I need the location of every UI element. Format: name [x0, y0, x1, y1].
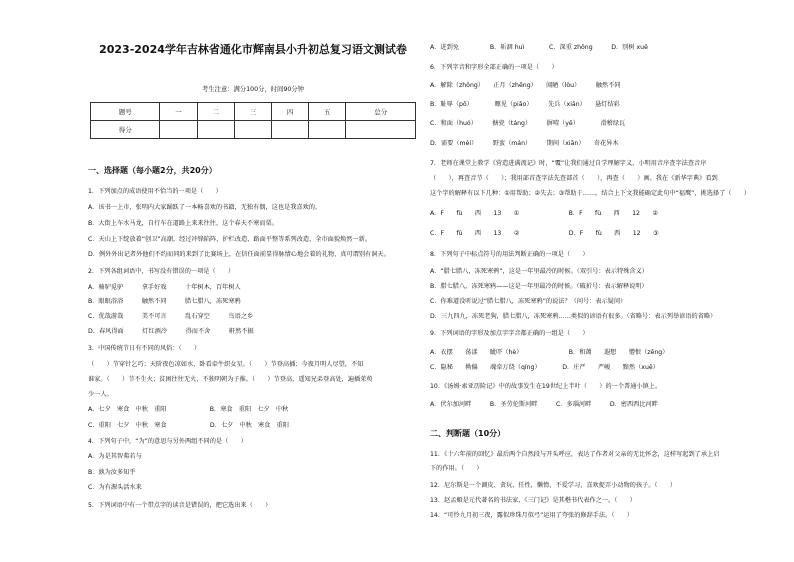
question-line: B．耻辱（pō） 瞟见（piǎo） 先兵（xiān） 悬灯结彩 [430, 101, 620, 108]
question-line: A．“腊七腊八，冻死寒鸦”，这是一年里最冷的时候。（双引号：表示特殊含义） [430, 268, 648, 275]
question-line: C．优哉游哉 美不可言 乱石穿空 鸟语之乡 [88, 313, 254, 320]
question-line: 9．下列词语的字形及加点字字音都正确的一组是（ ） [430, 330, 589, 337]
question-line: C．隐秘 拗偏 魂牵万绕（qíng） D．庄严 严峻 黯然（xuē） [430, 364, 659, 371]
section-heading: 一、选择题（每小题2分，共20分） [88, 166, 217, 175]
question-line: C．重阳 七夕 中秋 寒食 D．七夕 中秋 寒食 重阳 [88, 422, 289, 429]
score-cell: 三 [234, 103, 271, 121]
question-line: 少一人。 [88, 391, 113, 398]
question-line: 13．赵孟頫是元代著名的书法家，《三门记》是其楷书代表作之一。（ ） [430, 497, 636, 504]
question-line: 11．《十六年前的回忆》最后两个自然段与开头呼应，表达了作者对父亲的无比怀念，这样写起到了承上启 [430, 451, 720, 458]
score-table-score-row [91, 121, 416, 139]
score-cell: 一 [160, 103, 197, 121]
score-table [90, 102, 416, 139]
section-heading: 二、判断题（10分） [430, 429, 506, 438]
question-line: A．七夕 寒食 中秋 重阳 B．寒食 重阳 七夕 中秋 [88, 406, 289, 413]
score-input-cell[interactable] [160, 121, 197, 139]
question-line: C．F fù 西 13 ② D．F fù 西 12 ③ [430, 230, 659, 237]
question-line: 7．老师在课堂上教学《营造进满流记》时，“覆”让我们通过自学理解字义，小明用音序查字法查音序 [430, 160, 707, 167]
page-title: 2023-2024学年吉林省通化市辉南县小升初总复习语文测试卷 [99, 43, 407, 56]
question-line: 10．《汤姆·索亚历险记》中的故事发生在19世纪上半叶（ ）的一个普通小镇上。 [430, 383, 662, 390]
question-line: D．需要（méi） 野蛮（mán） 期间（xiān） 奇花异木 [430, 140, 619, 147]
score-input-cell[interactable] [272, 121, 309, 139]
question-line: C．天山上下绽放着“创卫”高潮，经过冲锋陷阵、护栏改造、路面平整等系列改造，全市面貌焕然一新。 [88, 236, 371, 243]
question-line: 5．下列词语中有一个带点字的读音是错误的，把它选出来（ ） [88, 502, 272, 509]
question-line: （ ），再查音节（ ）；我用部首查字法先查部首（ ），再查（ ）画。我在《新华字典》看到 [430, 175, 718, 182]
question-line: 1．下列加点的成语使用不恰当的一项是（ ） [88, 188, 222, 195]
question-line: 8．下列句子中标点符号的用法判断正确的一项是（ ） [430, 251, 589, 258]
question-line: 2．下列各组词语中，书写没有错误的一项是（ ） [88, 268, 235, 275]
score-cell: 四 [272, 103, 309, 121]
question-line: B．腊七腊八，冻死寒鸦——这是一年里最冷的时候。（破折号：表示解释说明） [430, 283, 648, 290]
question-line: 这个字的解释有以下几种：①用帮助；②失去；③帮助于……。结合上下文我能确定此句中“福鹰”，挑选择了（ ） [430, 190, 751, 197]
question-line: 6．下列字音和字形全部正确的一项是（ ） [430, 64, 558, 71]
question-line: A．伏尔加河畔 B．圣劳伦斯河畔 C．多瑙河畔 D．密西西比河畔 [430, 401, 658, 408]
question-line: 谁家。（ ）节不生火；贫困往往无火，不独明朝为子推。（ ）节登高，遥知兄弟登高处，遍插茱萸 [88, 376, 373, 383]
question-line: A．骑驴觅驴 拿手好戏 十年树木，百年树人 [88, 284, 241, 291]
question-line: 3．中国传统节日有不同的风俗：（ ） [88, 345, 201, 352]
score-input-cell[interactable] [197, 121, 234, 139]
question-line: B．眼眼浴浴 触然不同 腊七腊八，冻死寒鸦 [88, 298, 241, 305]
question-line: A．该书一上市，张明内大家踊跃了一本畅喜欢的书籍，无独有偶，这也是我喜欢的。 [88, 204, 322, 211]
question-line: C．为有源头活水来 [88, 484, 142, 491]
question-line: A．为是其智弗若与 [88, 453, 142, 460]
score-input-cell[interactable] [309, 121, 346, 139]
question-line: （ ）节穿针乞巧；天阶夜色凉如水，卧看牵牛织女星。（ ）节登高插；今夜月明人尽望，不知 [88, 361, 364, 368]
score-cell: 总分 [346, 103, 416, 121]
score-input-cell[interactable] [234, 121, 271, 139]
score-input-cell[interactable] [346, 121, 416, 139]
question-line: 12．尼尔斯是一个调皮、贪玩、任性，懒惰，不爱学习，喜欢捉弄小动物的孩子。（ ） [430, 482, 677, 489]
question-line: B．孰为汝多知乎 [88, 469, 136, 476]
question-line: D．三九四九，冻死老狗，腊七腊八，冻死寒鸦……类似的谚语有很多。（省略号：表示列举谚语的省略） [430, 313, 717, 320]
question-line: D．例外外出记者外他们不约而同的来到了比赛场上，在信任面前显得脉情心地会着的礼物，真可谓别有洞天。 [88, 251, 390, 258]
question-line: A．衣摆 荡漾 眦吓（hè） B．和蔼 遐想 憎恨（zēng） [430, 349, 669, 356]
score-cell: 得分 [91, 121, 160, 139]
question-line: C．你难道没听说过“腊七腊八，冻死寒鸦”的说法？（问号：表示疑问） [430, 298, 627, 305]
question-line: A．F fù 西 13 ① B．F fù 西 12 ② [430, 210, 658, 217]
question-line: A．迸到免 B．斩涸 huì C．深重 zhōng D．别树 xuě [430, 44, 648, 51]
question-line: 4．下列句子中，“为”的意思与另外两组不同的是（ ） [88, 438, 247, 445]
score-table-header-row [91, 103, 416, 121]
score-cell: 二 [197, 103, 234, 121]
score-cell: 五 [309, 103, 346, 121]
question-line: D．春风得面 灯红酒冷 得而不舍 鼾然不振 [88, 328, 254, 335]
question-line: A．解除（zhōng） 正月（zhēng） 闻陋（lòu） 触然不同 [430, 82, 621, 89]
question-line: 下的作用。（ ） [430, 465, 483, 472]
question-line: B．大街上车水马龙，自行车在道路上来来往往，这个春天不寒而栗。 [88, 220, 278, 227]
question-line: 14．“可怜九月初三夜，露似珍珠月似弓”运用了夸张的修辞手法。（ ） [430, 512, 633, 519]
exam-note: 考生注意：满分100分，时间90分钟 [202, 86, 304, 93]
score-cell: 题号 [91, 103, 160, 121]
question-line: C．和面（huó） 搪瓷（táng） 摒噎（yē） 滑稽绿瓦 [430, 120, 626, 127]
